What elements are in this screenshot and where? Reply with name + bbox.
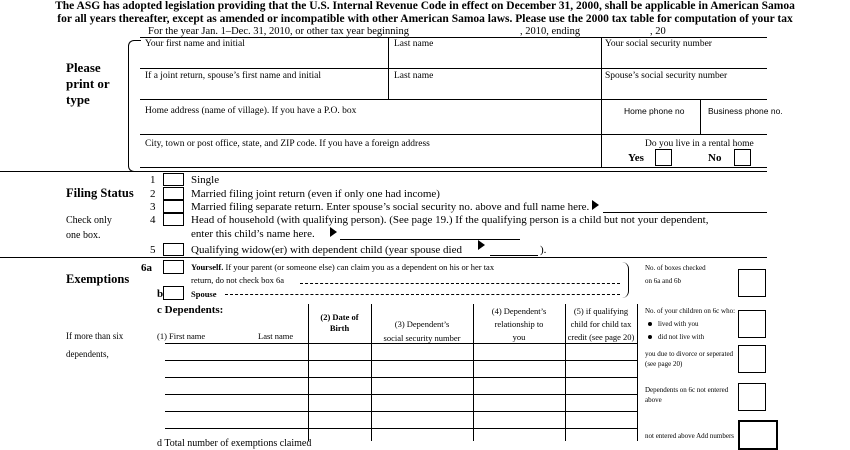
table-row[interactable] [165,360,637,361]
yourself-text [191,262,494,272]
line-6a-number: 6a [141,262,152,274]
rule-exemptions-top [0,257,767,258]
dep-col-div-5 [637,304,638,441]
home-address-label: Home address (name of village). If you have a P.O. box [145,106,357,116]
tax-year-label: For the year Jan. 1–Dec. 31, 2010, or other tax year beginning [148,26,409,37]
children-6c-label: No. of your children on 6c who: [645,307,736,315]
ssn-label: Your social security number [605,39,712,49]
count-box-6ab[interactable] [738,269,766,297]
spouse-leader [225,294,620,295]
filing-4-label-b: enter this child’s name here. [191,228,315,240]
brace [622,262,629,298]
business-phone-field[interactable] [702,117,765,133]
spouse-name-line[interactable] [603,212,767,213]
yourself-bold: Yourself. [191,262,224,272]
dep-col2 [308,312,371,334]
filing-5-checkbox[interactable] [163,243,184,256]
dep-col3 [371,317,473,345]
filing-1-label: Single [191,174,220,186]
last-name-label: Last name [394,39,434,49]
spouse-label: Spouse [191,289,217,299]
boxes-checked-label: No. of boxes checked [645,264,706,272]
joint-last-name-label: Last name [394,71,434,81]
on-6a-6b-label: on 6a and 6b [645,277,681,285]
spouse-checkbox[interactable] [163,286,184,300]
business-phone-label: Business phone no. [708,106,783,116]
dep-col1-last: Last name [258,331,294,341]
filing-4-checkbox[interactable] [163,213,184,226]
first-name-field[interactable] [142,50,386,66]
filing-4-label: Head of household (with qualifying person). (See page 19.) If the qualifying person is a child but not your dependent, [191,214,709,226]
dependents-side-label: dependents, [66,349,109,359]
filing-status-title: Filing Status [66,186,134,200]
filing-4-number: 4 [150,214,156,226]
rental-no-label: No [708,152,722,164]
joint-name-field[interactable] [142,82,386,98]
spouse-ssn-field[interactable] [603,82,765,98]
table-row[interactable] [165,377,637,378]
table-row[interactable] [165,428,637,429]
filing-status-hint: Check only one box. [66,215,112,241]
dep-col5-a: (5) if qualifying [573,306,629,316]
count-box-not-entered[interactable] [738,383,766,411]
arrow-right-icon [592,200,599,210]
yourself-desc: If your parent (or someone else) can claim you as a dependent on his or her tax [223,262,495,272]
dep-col5-b: child for child tax [570,319,632,329]
dep-col3-a: (3) Dependent’s [394,319,450,329]
see-page-label: (see page 20) [645,360,683,368]
rule-filing-top [0,171,767,172]
year-died-line[interactable] [490,255,538,256]
city-label: City, town or post office, state, and ZIP code. If you have a foreign address [145,139,430,149]
home-phone-field[interactable] [603,117,698,133]
dep-col4-b: relationship to [494,319,544,329]
home-address-field[interactable] [142,117,599,133]
rule-row-2 [140,99,767,100]
rental-no-checkbox[interactable] [734,149,751,166]
filing-3-label: Married filing separate return. Enter spouse’s social security no. above and full name here. [191,201,590,213]
filing-3-checkbox[interactable] [163,200,184,213]
filing-3-number: 3 [150,201,156,213]
filing-2-label: Married filing joint return (even if only one had income) [191,188,440,200]
rule-row-4 [140,167,767,168]
dep-not-entered-label: Dependents on 6c not entered [645,386,729,394]
count-box-not-lived[interactable] [738,345,766,373]
arrow-right-icon [330,227,337,237]
dep-col4-a: (4) Dependent’s [491,306,547,316]
please-print-label: Please print or type [66,60,110,107]
filing-1-number: 1 [150,174,156,186]
total-exemptions-label: d Total number of exemptions claimed [157,438,312,449]
divorce-label: you due to divorce or seperated [645,350,734,358]
dep-col4-c: you [512,332,526,342]
rule-row-1 [140,68,767,69]
child-name-line[interactable] [340,239,520,240]
arrow-right-icon [478,240,485,250]
count-box-total[interactable] [738,420,778,450]
bullet-icon [648,322,652,326]
dependents-label: c Dependents: [157,304,224,316]
ssn-field[interactable] [603,50,765,66]
above-label: above [645,396,662,404]
table-row[interactable] [165,411,637,412]
dep-col5-c: credit (see page 20) [567,332,635,342]
rental-yes-label: Yes [628,152,644,164]
line-6b-number: b [157,288,164,300]
dep-col2-b: Birth [329,323,350,333]
yourself-text-2: return, do not check box 6a [191,275,284,285]
rental-yes-checkbox[interactable] [655,149,672,166]
col-divider-2 [601,37,602,167]
more-than-six-label: If more than six [66,331,124,341]
header-line-1: The ASG has adopted legislation providing that the U.S. Internal Revenue Code in effect on December 31, 2000, shall be applicable in American Samoa [55,0,795,12]
filing-1-checkbox[interactable] [163,173,184,186]
bullet-icon [648,335,652,339]
filing-2-checkbox[interactable] [163,187,184,200]
dep-col2-a: (2) Date of [320,312,359,322]
dep-col1-first: (1) First name [157,331,206,341]
tax-year-mid: , 2010, ending [520,26,581,37]
yourself-checkbox[interactable] [163,260,184,274]
filing-5-end: ). [540,244,547,256]
not-live-text: did not live with [658,333,705,341]
spouse-ssn-label: Spouse’s social security number [605,71,728,81]
dep-col4 [473,305,565,344]
col-divider-3 [700,100,701,134]
last-name-field[interactable] [390,50,599,66]
add-numbers-label: not entered above Add numbers [645,432,735,440]
filing-2-number: 2 [150,188,156,200]
table-row[interactable] [165,394,637,395]
not-live-label [648,333,704,341]
joint-name-label: If a joint return, spouse’s first name and initial [145,71,321,81]
first-name-label: Your first name and initial [145,39,245,49]
dep-col5 [565,305,637,344]
lived-with-label [648,320,698,328]
city-field[interactable] [142,150,599,166]
tax-year-end: , 20 [650,26,666,37]
name-block-bracket [128,40,141,172]
rule-row-3 [140,134,767,135]
home-phone-label: Home phone no [624,106,685,116]
joint-last-name-field[interactable] [390,82,599,98]
exemptions-title: Exemptions [66,272,130,286]
dep-col3-b: social security number [383,333,461,343]
header-line-2: for all years thereafter, except as amended or incompatible with other American Samoa laws. Please use the 2000 tax table for computation of your tax [57,13,793,25]
lived-with-text: lived with you [658,320,699,328]
rental-question: Do you live in a rental home [645,139,754,149]
count-box-lived[interactable] [738,310,766,338]
yourself-leader [300,283,620,284]
rule-top [140,37,767,38]
filing-5-label: Qualifying widow(er) with dependent child (year spouse died [191,244,462,256]
filing-5-number: 5 [150,244,156,256]
